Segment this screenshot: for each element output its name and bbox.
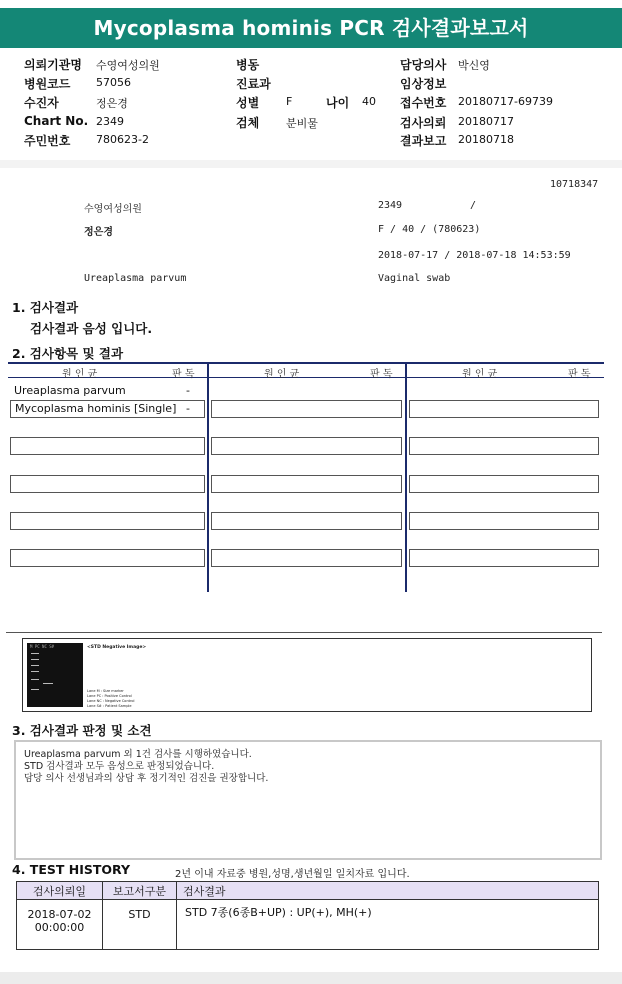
grid-header-pathogen-3: 원 인 균: [462, 369, 498, 380]
result-grid: [8, 362, 604, 594]
history-header-row: [17, 882, 599, 900]
doctor-label: 담당의사: [400, 58, 447, 72]
hospital-code-value: 57056: [96, 76, 131, 89]
info-sex: [236, 94, 293, 111]
specimen-value: 분비물: [286, 117, 318, 130]
collector-label: 수진자: [24, 96, 59, 110]
grid-cell: [211, 437, 402, 455]
gel-band: [31, 653, 39, 654]
receipt-label: 접수번호: [400, 96, 447, 110]
section-2-title: 2. 검사항목 및 결과: [12, 346, 124, 361]
section-divider: [0, 160, 622, 168]
grid-row-2-name: Mycoplasma hominis [Single]: [15, 402, 177, 415]
info-age: [326, 94, 376, 111]
chart-no-label: Chart No.: [24, 114, 89, 128]
section-3-title: 3. 검사결과 판정 및 소견: [12, 723, 152, 738]
gel-band: [31, 659, 39, 660]
section-4-title: 4. TEST HISTORY: [12, 862, 131, 877]
detail-code: 10718347: [550, 179, 599, 190]
sex-label: 성별: [236, 96, 260, 110]
grid-divider-2: [405, 362, 407, 592]
detail-chart: 2349: [378, 200, 403, 211]
age-label: 나이: [326, 96, 350, 110]
grid-header-pathogen-2: 원 인 균: [264, 369, 300, 380]
grid-header-pathogen-1: 원 인 균: [62, 369, 98, 380]
resident-no-label: 주민번호: [24, 134, 71, 148]
grid-row-2-result: -: [186, 402, 190, 415]
gel-legend-4: Lane S# : Patient Sample: [87, 704, 132, 708]
grid-header-1: [8, 362, 208, 378]
grid-header-2: [208, 362, 406, 378]
detail-clinic: 수영여성의원: [84, 204, 142, 215]
gel-legend-3: Lane NC : Negative Control: [87, 699, 135, 703]
receipt-value: 20180717-69739: [458, 95, 553, 108]
institution-value: 수영여성의원: [96, 59, 160, 72]
detail-specimen: Vaginal swab: [378, 273, 451, 284]
section-1-title: 1. 검사결과: [12, 300, 79, 315]
gel-band: [31, 671, 39, 672]
grid-cell: [10, 437, 205, 455]
history-type: STD: [103, 900, 177, 950]
info-resident-no: [24, 132, 149, 149]
report-title: Mycoplasma hominis PCR 검사결과보고서: [0, 8, 622, 48]
opinion-line-3: 담당 의사 선생님과의 상담 후 정기적인 검진을 권장합니다.: [24, 773, 269, 784]
gel-title: <STD Negative Image>: [87, 645, 147, 650]
history-result: STD 7종(6종B+UP) : UP(+), MH(+): [177, 900, 599, 950]
grid-header-result-3: 판 독: [568, 369, 591, 380]
grid-cell: [211, 512, 402, 530]
grid-cell: [409, 549, 599, 567]
grid-divider-1: [207, 362, 209, 592]
specimen-label: 검체: [236, 116, 260, 130]
grid-cell: [409, 512, 599, 530]
grid-cell: [10, 475, 205, 493]
history-header-date: 검사의뢰일: [17, 882, 103, 900]
history-date-cell: [17, 900, 103, 950]
age-value: 40: [362, 95, 376, 108]
info-clinical: [400, 75, 446, 92]
page-footer-bar: [0, 972, 622, 984]
gel-legend-2: Lane PC : Positive Control: [87, 694, 132, 698]
gel-band: [31, 665, 39, 666]
info-collector: [24, 94, 128, 111]
info-dept: [236, 75, 271, 92]
opinion-box: [14, 740, 602, 860]
info-report: [400, 132, 514, 149]
history-table: [16, 881, 599, 950]
grid-header-result-2: 판 독: [370, 369, 393, 380]
info-institution: [24, 56, 160, 73]
gel-band: [43, 683, 53, 684]
hospital-code-label: 병원코드: [24, 77, 71, 91]
chart-no-value: 2349: [96, 115, 124, 128]
request-value: 20180717: [458, 115, 514, 128]
gel-band: [31, 679, 39, 680]
info-ward: [236, 56, 259, 73]
collector-value: 정은경: [96, 97, 128, 110]
table-row: [17, 900, 599, 950]
grid-header-result-1: 판 독: [172, 369, 195, 380]
detail-slash: /: [470, 200, 477, 211]
detail-date-range: 2018-07-17 / 2018-07-18 14:53:59: [378, 250, 571, 261]
grid-cell: [10, 512, 205, 530]
grid-cell: [211, 549, 402, 567]
grid-cell: [211, 475, 402, 493]
gel-image-panel: [22, 638, 592, 712]
sex-value: F: [286, 95, 293, 108]
gel-band: [31, 689, 39, 690]
section-1-result: 검사결과 음성 입니다.: [30, 321, 153, 336]
gel-legend-1: Lane M : Size marker: [87, 689, 124, 693]
grid-header-3: [406, 362, 604, 378]
opinion-line-1: Ureaplasma parvum 외 1건 검사를 시행하였습니다.: [24, 749, 252, 760]
history-date: 2018-07-02: [27, 908, 92, 921]
history-header-type: 보고서구분: [103, 882, 177, 900]
grid-cell: [409, 437, 599, 455]
grid-cell: [211, 400, 402, 418]
history-note: 2년 이내 자료중 병원,성명,생년월일 일치자료 입니다.: [175, 869, 410, 880]
gel-electrophoresis-image: [27, 643, 83, 707]
detail-sex-age: F / 40 / (780623): [378, 224, 481, 235]
history-time: 00:00:00: [34, 921, 85, 934]
detail-patient: 정은경: [84, 227, 113, 238]
dept-label: 진료과: [236, 77, 271, 91]
ward-label: 병동: [236, 58, 260, 72]
separator-line: [6, 632, 602, 633]
doctor-value: 박신영: [458, 59, 490, 72]
info-request: [400, 114, 514, 131]
grid-row-1-result: -: [186, 384, 190, 397]
info-chart-no: [24, 114, 124, 128]
opinion-line-2: STD 검사결과 모두 음성으로 판정되었습니다.: [24, 761, 215, 772]
gel-lanes: M PC NC S#: [30, 644, 55, 649]
info-specimen: [236, 114, 318, 131]
info-receipt: [400, 94, 553, 111]
grid-cell: [10, 549, 205, 567]
history-header-result: 검사결과: [177, 882, 599, 900]
info-doctor: [400, 56, 490, 73]
grid-row-1-name: Ureaplasma parvum: [14, 384, 126, 397]
report-value: 20180718: [458, 133, 514, 146]
request-label: 검사의뢰: [400, 116, 447, 130]
grid-cell: [409, 400, 599, 418]
report-label: 결과보고: [400, 134, 447, 148]
institution-label: 의뢰기관명: [24, 58, 82, 72]
clinical-label: 임상정보: [400, 77, 447, 91]
info-hospital-code: [24, 75, 131, 92]
detail-test-name: Ureaplasma parvum: [84, 273, 187, 284]
resident-no-value: 780623-2: [96, 133, 149, 146]
grid-cell: [409, 475, 599, 493]
